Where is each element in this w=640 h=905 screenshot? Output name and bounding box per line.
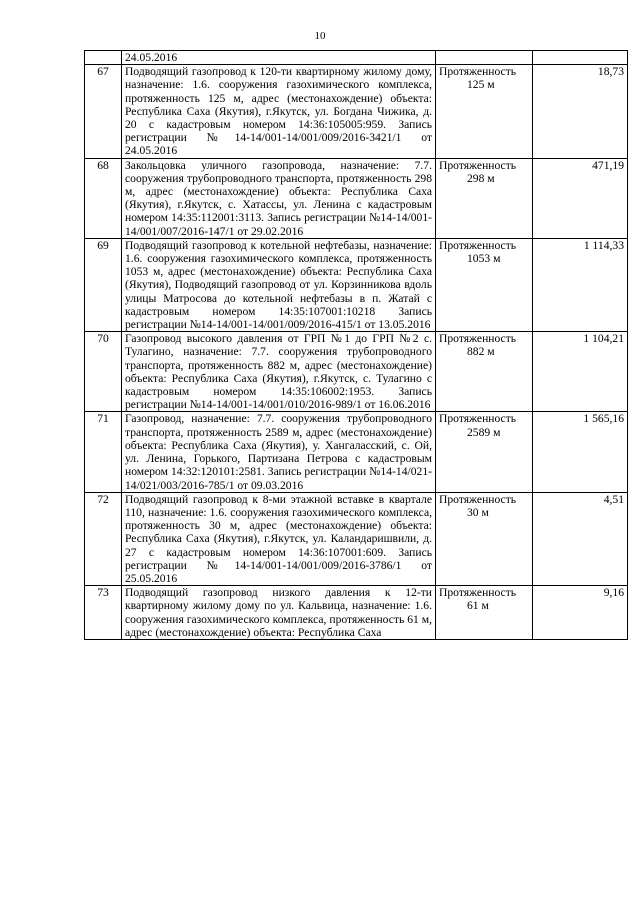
row-value: 18,73: [533, 65, 628, 158]
row-description: Подводящий газопровод низкого давления к 12-ти квартирному жилому дому по ул. Кальвица, назначение: 1.6. сооружения газохимического комплекса, протяженность 61 м, адрес (местонахождение) объекта: Республика Саха: [122, 586, 436, 640]
row-value: 1 114,33: [533, 238, 628, 331]
page-number: 10: [314, 30, 326, 42]
length-value: 882 м: [467, 345, 495, 359]
property-table: [84, 50, 628, 640]
table-row: [85, 238, 628, 331]
table-row: [85, 492, 628, 585]
row-description: Газопровод высокого давления от ГРП №1 до ГРП №2 с. Тулагино, назначение: 7.7. сооружения трубопроводного транспорта, протяженность 882 м, адрес (местонахождение) объекта: Республика Саха (Якутия), г.Якутск, с. Тулагино с кадастровым номером 14:35:106002:1953. Запись регистрации №14-14/001-14/001/010/2016-989/1 от 16.06.2016: [122, 332, 436, 412]
length-value: 30 м: [467, 505, 489, 519]
row-length: [436, 65, 533, 158]
length-label: Протяженность: [439, 238, 517, 252]
length-label: Протяженность: [439, 65, 517, 79]
row-value: 1 565,16: [533, 412, 628, 492]
row-description: Газопровод, назначение: 7.7. сооружения трубопроводного транспорта, протяженность 2589 м, адрес (местонахождение) объекта: Республика Саха (Якутия), у. Хангаласский, с. Ой, ул. Ленина, Горького, Партизана Петрова с кадастровым номером 14:32:120101:2581. Запись регистрации №14-14/021-14/021/003/2016-785/1 от 09.03.2016: [122, 412, 436, 492]
row-number: 71: [85, 412, 122, 492]
row-description: Подводящий газопровод к котельной нефтебазы, назначение: 1.6. сооружения газохимического комплекса, протяженность 1053 м, адрес (местонахождение) объекта: Республика Саха (Якутия), Подводящий газопровод от ул. Корзинникова вдоль улицы Матросова до котельной нефтебазы в п. Жатай с кадастровым номером 14:35:107001:10218 Запись регистрации №14-14/001-14/001/009/2016-415/1 от 13.05.2016: [122, 238, 436, 331]
length-label: Протяженность: [439, 158, 517, 172]
row-length: [436, 332, 533, 412]
row-length-cell: [436, 51, 533, 65]
length-value: 125 м: [467, 78, 495, 92]
row-length: [436, 158, 533, 238]
length-label: Протяженность: [439, 492, 517, 506]
row-length: [436, 412, 533, 492]
table-row: [85, 412, 628, 492]
length-label: Протяженность: [439, 586, 517, 600]
table-row-continuation: [85, 51, 628, 65]
row-description: 24.05.2016: [122, 51, 436, 65]
row-description: Подводящий газопровод к 8-ми этажной вставке в квартале 110, назначение: 1.6. сооружения газохимического комплекса, протяженность 30 м, адрес (местонахождение) объекта: Республика Саха (Якутия), г.Якутск, ул. Каландаришвили, д. 27 с кадастровым номером 14:36:107001:609. Запись регистрации №14-14/001-14/001/009/2016-3786/1 от 25.05.2016: [122, 492, 436, 585]
row-value: 471,19: [533, 158, 628, 238]
row-number: 68: [85, 158, 122, 238]
length-value: 2589 м: [467, 425, 501, 439]
length-label: Протяженность: [439, 332, 517, 346]
length-value: 61 м: [467, 599, 489, 613]
row-value: 9,16: [533, 586, 628, 640]
row-length: [436, 238, 533, 331]
table-row: [85, 65, 628, 158]
row-number: 73: [85, 586, 122, 640]
row-description: Закольцовка уличного газопровода, назначение: 7.7. сооружения трубопроводного транспорта, протяженность 298 м, адрес (местонахождение) объекта: Республика Саха (Якутия), г.Якутск, с. Хатассы, ул. Ленина с кадастровым номером 14:35:112001:3113. Запись регистрации №14-14/001-14/001/007/2016-147/1 от 29.02.2016: [122, 158, 436, 238]
row-value: 1 104,21: [533, 332, 628, 412]
length-value: 1053 м: [467, 252, 501, 266]
row-number: 72: [85, 492, 122, 585]
row-length: [436, 586, 533, 640]
row-length: [436, 492, 533, 585]
row-number: 67: [85, 65, 122, 158]
table-row: [85, 586, 628, 640]
row-description: Подводящий газопровод к 120-ти квартирному жилому дому, назначение: 1.6. сооружения газохимического комплекса, протяженность 125 м, адрес (местонахождение) объекта: Республика Саха (Якутия), г.Якутск, ул. Богдана Чижика, д. 20 с кадастровым номером 14:36:105005:959. Запись регистрации №14-14/001-14/001/009/2016-3421/1 от 24.05.2016: [122, 65, 436, 158]
row-number-cell: [85, 51, 122, 65]
table-row: [85, 158, 628, 238]
row-number: 70: [85, 332, 122, 412]
length-label: Протяженность: [439, 412, 517, 426]
table-row: [85, 332, 628, 412]
row-value-cell: [533, 51, 628, 65]
row-value: 4,51: [533, 492, 628, 585]
length-value: 298 м: [467, 171, 495, 185]
row-number: 69: [85, 238, 122, 331]
